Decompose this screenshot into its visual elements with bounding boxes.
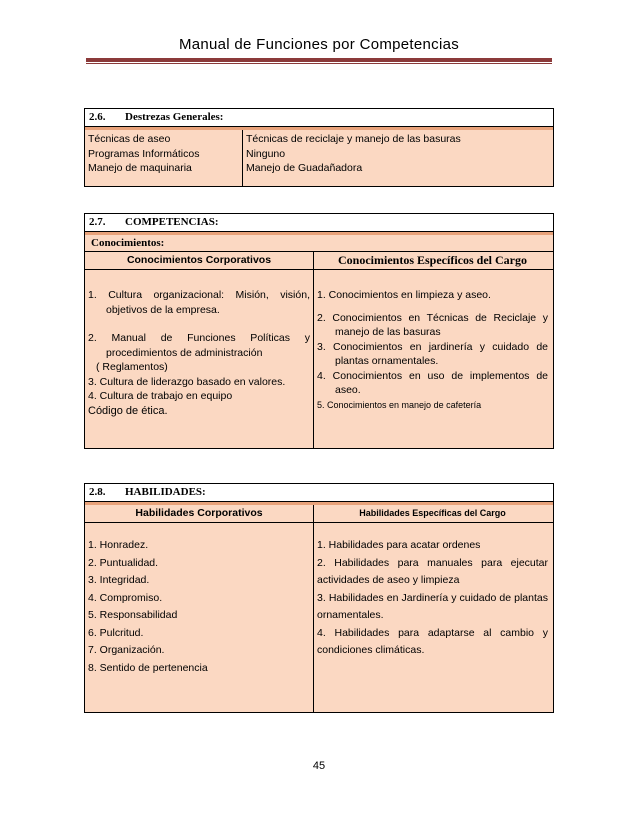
list-item: 4. Habilidades para adaptarse al cambio y condiciones climáticas. [317,626,548,656]
list-item: 3. Cultura de liderazgo basado en valores. [88,375,286,388]
list-item: 2. Manual de Funciones Políticas y procedimientos de administración [88,332,310,359]
list-item: 1. Cultura organizacional: Misión, visión, objetivos de la empresa. [88,289,310,316]
page-header-title: Manual de Funciones por Competencias [178,36,460,53]
section-title: HABILIDADES: [125,486,206,498]
section-header [85,109,553,127]
list-item: Código de ética. [88,404,168,417]
conocimientos-corporativos [85,270,314,448]
list-item: Técnicas de aseo [88,133,171,145]
section-competencias [84,213,554,449]
section-habilidades [84,483,554,713]
list-item: 1. Habilidades para acatar ordenes [317,539,481,551]
list-item: Ninguno [246,147,286,160]
list-item: 7. Organización. [88,644,165,656]
column-header: Habilidades Específicas del Cargo [359,508,506,518]
list-item: 2. Conocimientos en Técnicas de Reciclaje y manejo de las basuras [317,311,548,338]
list-item: Técnicas de reciclaje y manejo de las basuras [246,133,461,145]
destrezas-right [243,130,551,186]
list-item: 1. Honradez. [88,539,149,551]
header-rule-thin [86,63,552,64]
list-item: 4. Compromiso. [88,591,163,604]
list-item: 3. Habilidades en Jardinería y cuidado de plantas ornamentales. [317,591,548,621]
habilidades-corporativos [85,523,314,712]
column-header: Conocimientos Corporativos [85,252,314,269]
list-item: 5. Responsabilidad [88,609,178,621]
conocimientos-especificos [314,270,551,448]
list-item: ( Reglamentos) [96,361,168,373]
list-item: 3. Conocimientos en jardinería y cuidado de plantas ornamentales. [317,340,548,367]
section-title: COMPETENCIAS: [125,216,219,228]
list-item: 2. Habilidades para manuales para ejecutar actividades de aseo y limpieza [317,556,548,586]
list-item: 4. Cultura de trabajo en equipo [88,390,233,402]
section-number: 2.8. [89,486,106,498]
section-number: 2.7. [89,216,106,228]
header-rule-thick [86,58,552,62]
section-header [85,214,553,232]
competencias-subtitle: Conocimientos: [85,235,553,252]
list-item: Manejo de Guadañadora [246,162,363,174]
list-item: Programas Informáticos [88,147,200,160]
section-number: 2.6. [89,111,106,123]
list-item: Manejo de maquinaria [88,162,192,174]
page-number: 45 [312,760,326,772]
section-title: Destrezas Generales: [125,111,224,123]
list-item: 8. Sentido de pertenencia [88,661,208,674]
list-item: 3. Integridad. [88,574,150,586]
column-header: Conocimientos Específicos del Cargo [338,253,527,267]
list-item: 4. Conocimientos en uso de implementos de aseo. [317,369,548,396]
list-item: 6. Pulcritud. [88,626,144,639]
column-header: Habilidades Corporativos [85,505,314,522]
habilidades-especificas [314,523,551,712]
list-item: 1. Conocimientos en limpieza y aseo. [317,289,491,301]
destrezas-left [85,130,243,186]
list-item: 5. Conocimientos en manejo de cafetería [317,399,482,410]
section-destrezas [84,108,554,187]
section-header [85,484,553,502]
list-item: 2. Puntualidad. [88,556,159,569]
